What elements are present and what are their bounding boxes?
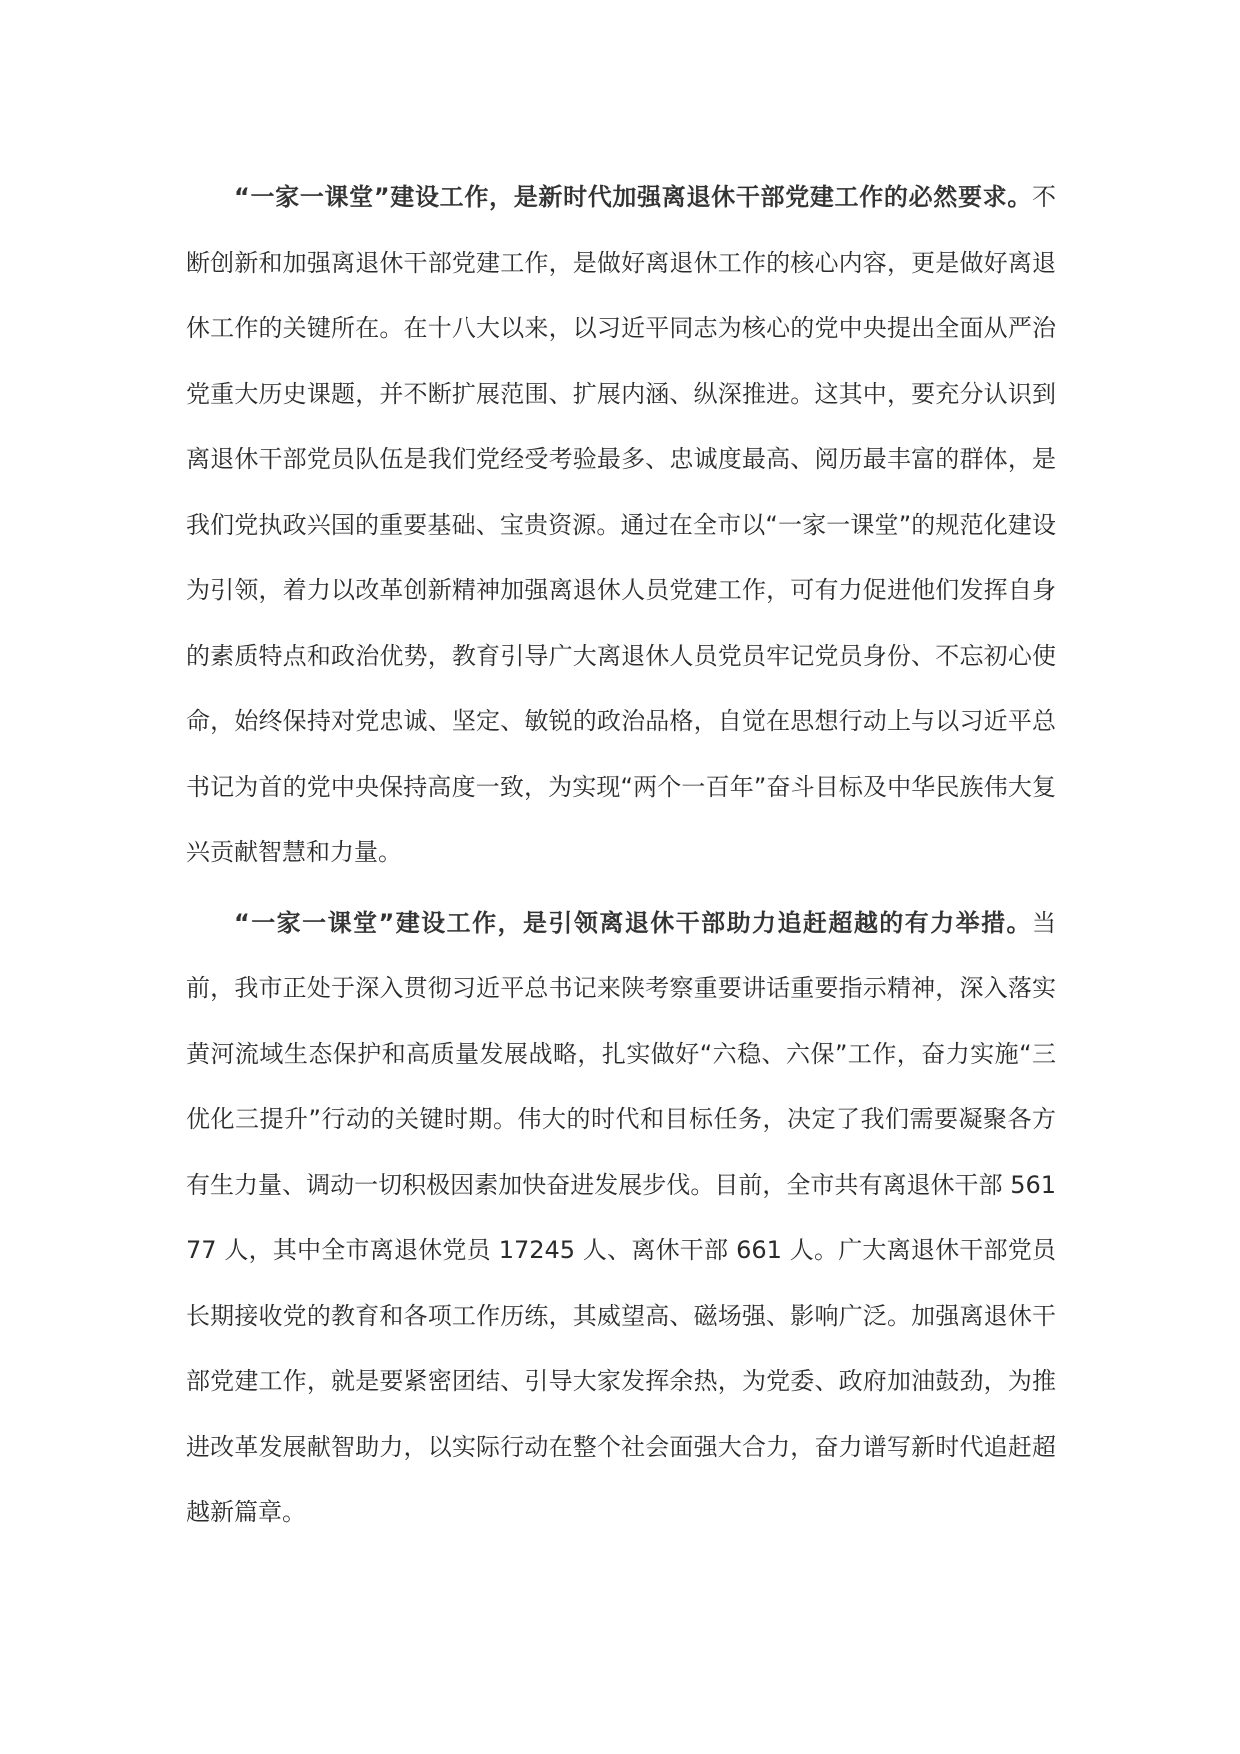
paragraph-1-lead: “一家一课堂”建设工作，是新时代加强离退休干部党建工作的必然要求。 [234,183,1032,211]
paragraph-2-lead: “一家一课堂”建设工作，是引领离退休干部助力追赶超越的有力举措。 [234,908,1032,937]
paragraph-2 [186,891,1056,1546]
paragraph-1-body: 不断创新和加强离退休干部党建工作，是做好离退休工作的核心内容，更是做好离退休工作的关键所在。在十八大以来，以习近平同志为核心的党中央提出全面从严治党重大历史课题，并不断扩展范围、扩展内涵、纵深推进。这其中，要充分认识到离退休干部党员队伍是我们党经受考验最多、忠诚度最高、阅历最丰富的群体，是我们党执政兴国的重要基础、宝贵资源。通过在全市以“一家一课堂”的规范化建设为引领，着力以改革创新精神加强离退休人员党建工作，可有力促进他们发挥自身的素质特点和政治优势，教育引导广大离退休人员党员牢记党员身份、不忘初心使命，始终保持对党忠诚、坚定、敏锐的政治品格，自觉在思想行动上与以习近平总书记为首的党中央保持高度一致，为实现“两个一百年”奋斗目标及中华民族伟大复兴贡献智慧和力量。 [186,183,1056,866]
paragraph-1 [186,165,1056,886]
document-page [186,165,1056,1546]
paragraph-2-body: 当前，我市正处于深入贯彻习近平总书记来陕考察重要讲话重要指示精神，深入落实黄河流域生态保护和高质量发展战略，扎实做好“六稳、六保”工作，奋力实施“三优化三提升”行动的关键时期。伟大的时代和目标任务，决定了我们需要凝聚各方有生力量、调动一切积极因素加快奋进发展步伐。目前，全市共有离退休干部 56177 人，其中全市离退休党员 17245 人、离休干部 661 人。广大离退休干部党员长期接收党的教育和各项工作历练，其威望高、磁场强、影响广泛。加强离退休干部党建工作，就是要紧密团结、引导大家发挥余热，为党委、政府加油鼓劲，为推进改革发展献智助力，以实际行动在整个社会面强大合力，奋力谱写新时代追赶超越新篇章。 [186,908,1056,1526]
